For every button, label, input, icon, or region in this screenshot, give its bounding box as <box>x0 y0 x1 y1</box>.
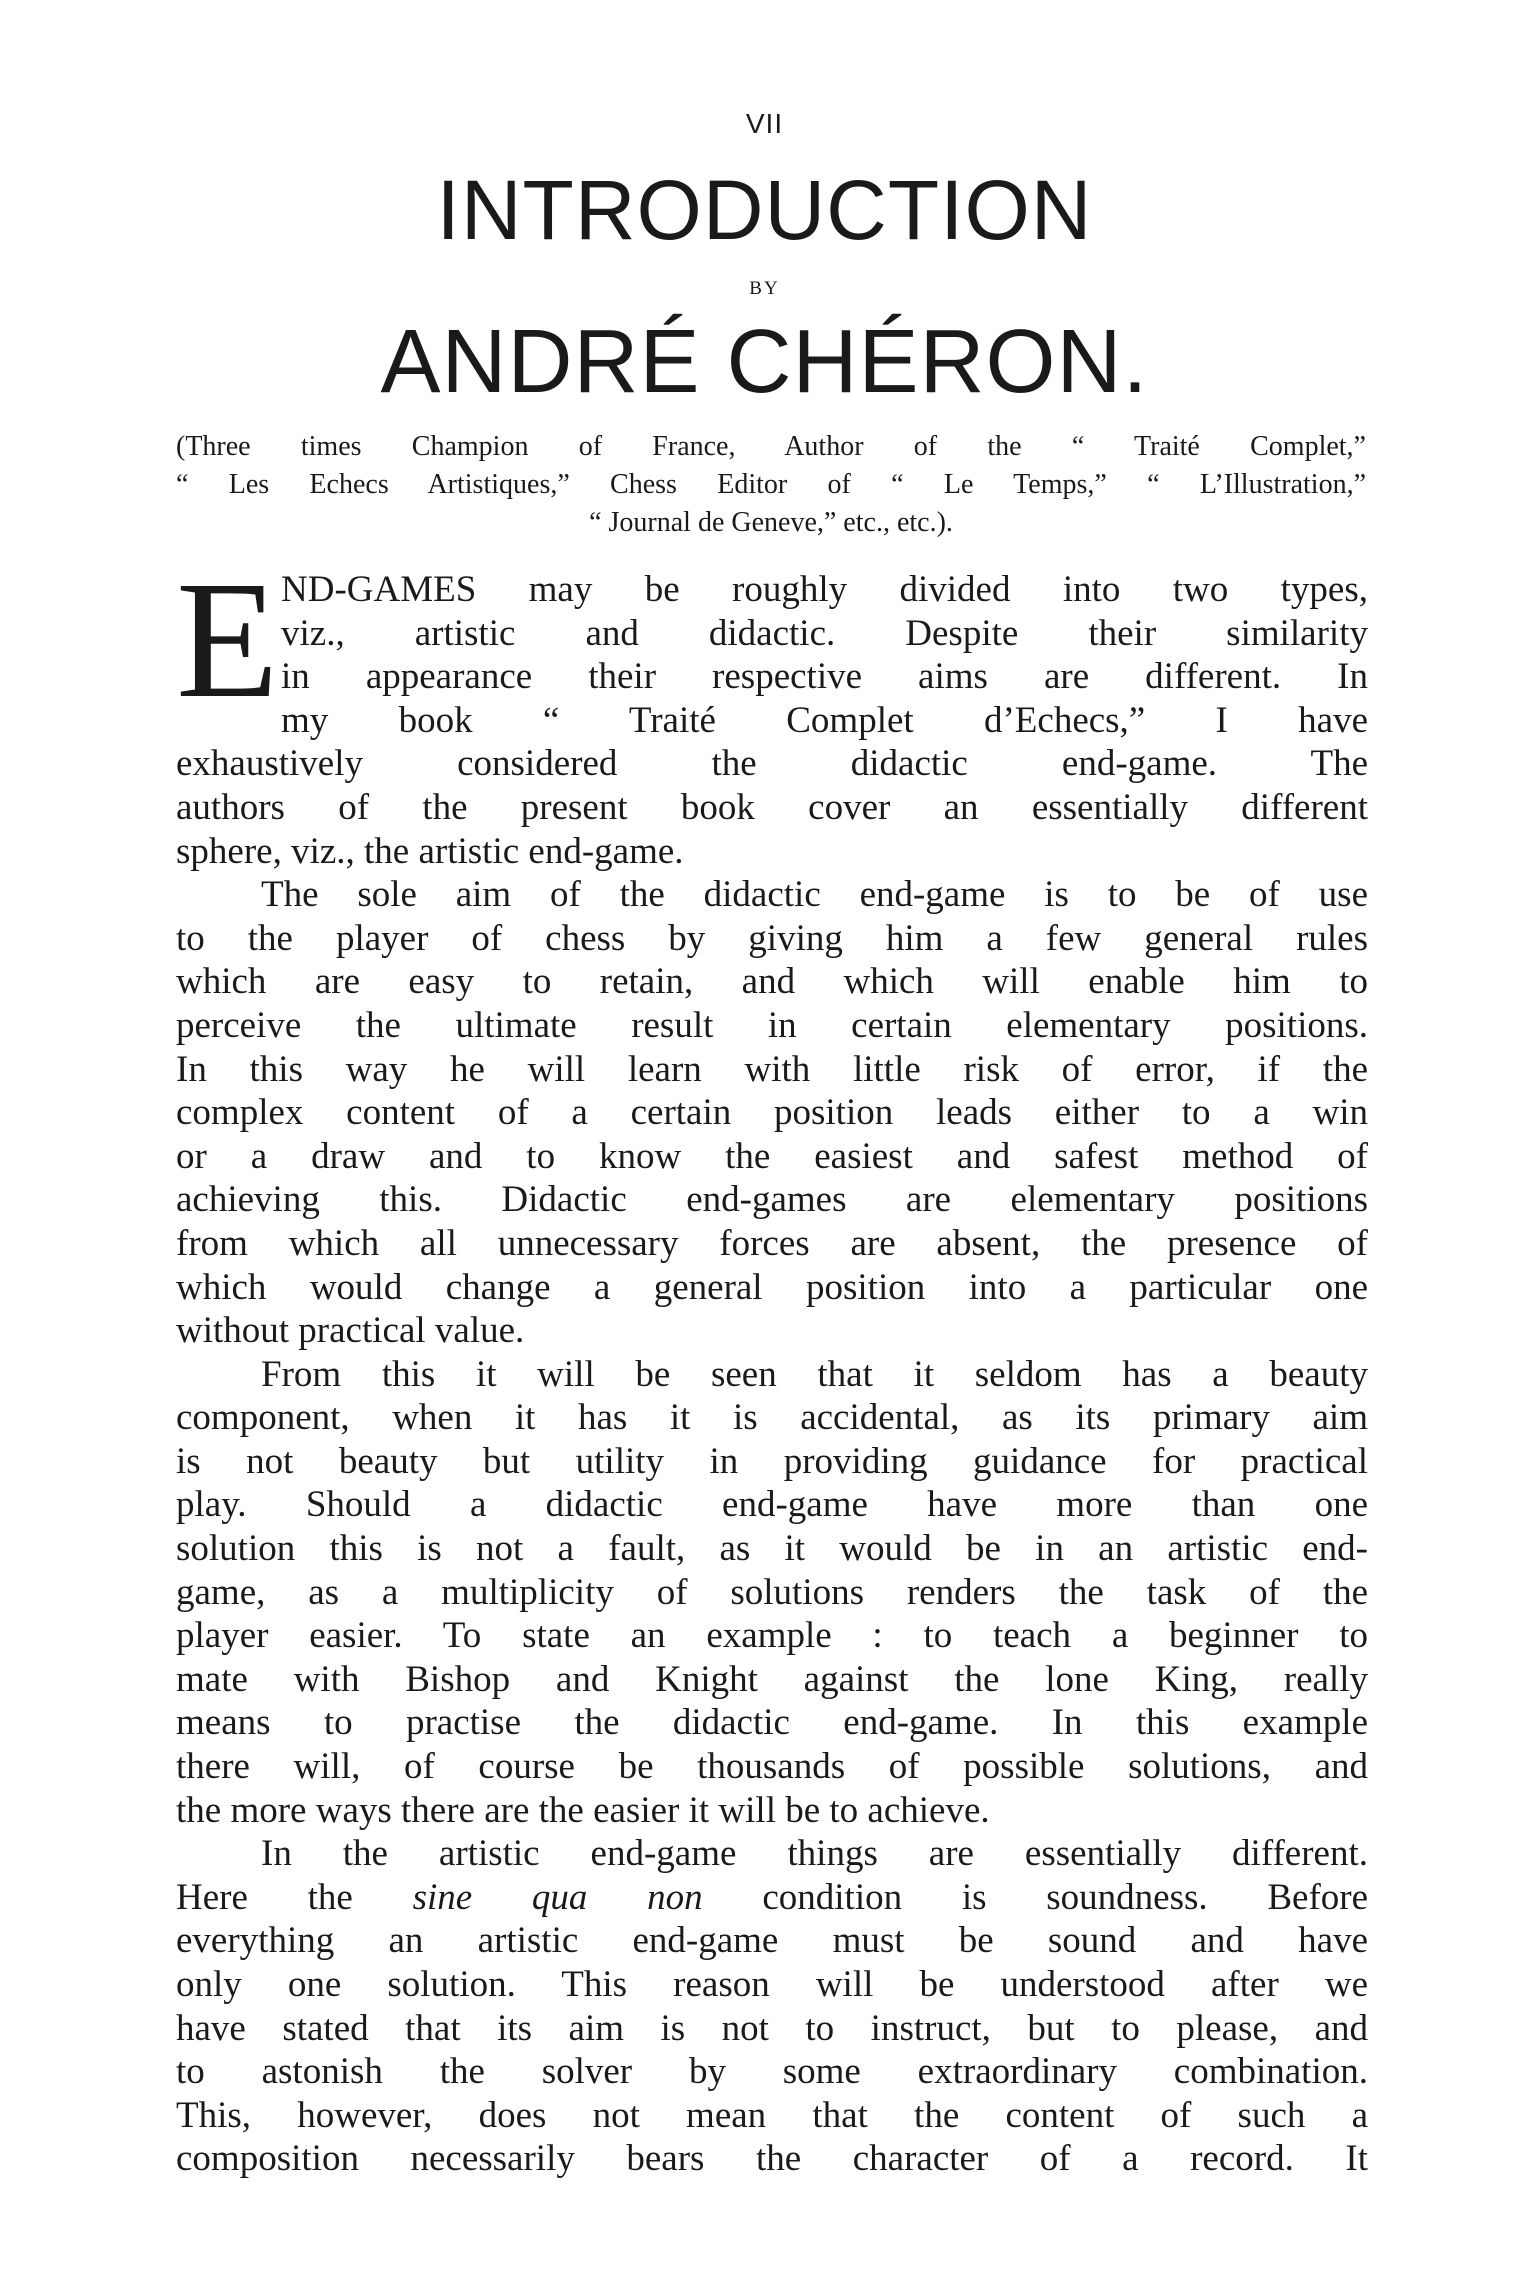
text-line: The sole aim of the didactic end-game is to be of use <box>261 874 1368 916</box>
text-line: means to practise the didactic end-game. In this example <box>176 1702 1368 1744</box>
chapter-title: INTRODUCTION <box>436 163 1093 257</box>
text-fragment: Here the <box>176 1876 353 1918</box>
text-line: perceive the ultimate result in certain elementary positions. <box>176 1004 1368 1046</box>
text-line: or a draw and to know the easiest and safest method of <box>176 1135 1368 1177</box>
text-line: my book “ Traité Complet d’Echecs,” I have <box>281 699 1368 741</box>
text-line: without practical value. <box>176 1310 525 1352</box>
text-line: composition necessarily bears the character of a record. It <box>176 2138 1368 2180</box>
text-line: This, however, does not mean that the content of such a <box>176 2094 1368 2136</box>
text-line: there will, of course be thousands of possible solutions, and <box>176 1746 1368 1788</box>
credits-line: “ Les Echecs Artistiques,” Chess Editor of “ Le Temps,” “ L’Illustration,” <box>176 469 1366 500</box>
text-line: ND-GAMES may be roughly divided into two types, <box>281 569 1368 610</box>
text-line: play. Should a didactic end-game have more than one <box>176 1484 1368 1526</box>
text-line: solution this is not a fault, as it would be in an artistic end- <box>176 1528 1368 1570</box>
text-line: component, when it has it is accidental, as its primary aim <box>176 1397 1368 1439</box>
text-line: sphere, viz., the artistic end-game. <box>176 830 684 872</box>
text-line: have stated that its aim is not to instruct, but to please, and <box>176 2007 1368 2049</box>
byline-label: BY <box>749 278 780 299</box>
text-line: game, as a multiplicity of solutions renders the task of the <box>176 1571 1368 1613</box>
paragraph-2 <box>176 873 1368 1353</box>
paragraph-4 <box>176 1832 1368 2181</box>
text-line: achieving this. Didactic end-games are elementary positions <box>176 1179 1368 1221</box>
text-line: in appearance their respective aims are different. In <box>281 656 1368 698</box>
paragraph-1 <box>176 547 1368 873</box>
text-line: which are easy to retain, and which will enable him to <box>176 961 1368 1003</box>
text-line: from which all unnecessary forces are absent, the presence of <box>176 1222 1368 1264</box>
text-line: the more ways there are the easier it will be to achieve. <box>176 1789 990 1831</box>
text-line: everything an artistic end-game must be sound and have <box>176 1920 1368 1962</box>
text-fragment: condition is soundness. Before <box>762 1876 1369 1918</box>
text-line: From this it will be seen that it seldom has a beauty <box>261 1353 1368 1395</box>
page-number: VII <box>745 108 784 139</box>
text-line: mate with Bishop and Knight against the lone King, really <box>176 1658 1368 1700</box>
italic-phrase: sine qua non <box>412 1876 703 1918</box>
author-name: ANDRÉ CHÉRON. <box>380 312 1149 412</box>
text-line: In this way he will learn with little risk of error, if the <box>176 1048 1368 1090</box>
text-line: is not beauty but utility in providing guidance for practical <box>176 1440 1368 1482</box>
text-line: player easier. To state an example : to teach a beginner to <box>176 1615 1368 1657</box>
credits-line: (Three times Champion of France, Author of the “ Traité Complet,” <box>176 431 1366 462</box>
text-line: viz., artistic and didactic. Despite their similarity <box>281 612 1368 654</box>
text-line: to the player of chess by giving him a few general rules <box>176 917 1368 959</box>
author-credits <box>176 428 1366 542</box>
body-text <box>176 547 1369 2181</box>
text-line: exhaustively considered the didactic end-game. The <box>176 743 1368 785</box>
drop-cap: E <box>176 547 279 733</box>
paragraph-3 <box>176 1353 1368 1833</box>
text-line <box>176 1876 1368 1920</box>
text-line: In the artistic end-game things are essentially different. <box>261 1833 1368 1875</box>
text-line: to astonish the solver by some extraordinary combination. <box>176 2051 1368 2093</box>
credits-line: “ Journal de Geneve,” etc., etc.). <box>589 507 953 538</box>
text-line: authors of the present book cover an essentially different <box>176 786 1368 828</box>
text-line: only one solution. This reason will be understood after we <box>176 1964 1368 2005</box>
text-line: which would change a general position into a particular one <box>176 1266 1368 1308</box>
text-line: complex content of a certain position leads either to a win <box>176 1092 1368 1134</box>
